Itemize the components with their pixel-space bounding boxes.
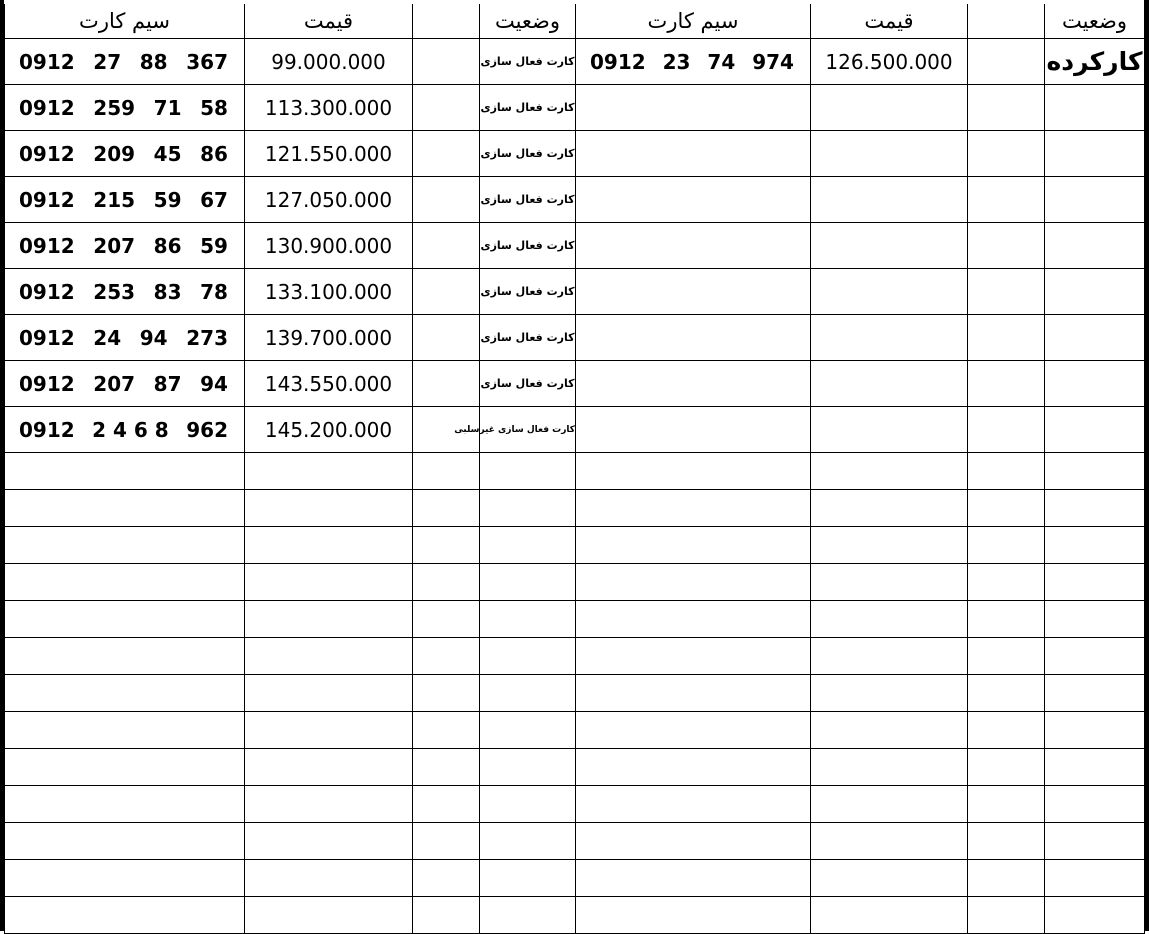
right-price-cell (811, 85, 968, 131)
empty-cell (413, 490, 480, 527)
sim-number-part: 24 (93, 325, 122, 350)
right-condition-cell (1045, 361, 1145, 407)
empty-cell (5, 823, 245, 860)
empty-cell (1045, 823, 1145, 860)
table-row (5, 269, 1145, 315)
empty-cell (968, 860, 1045, 897)
empty-cell (5, 490, 245, 527)
table-row (5, 131, 1145, 177)
status-cell: کارت فعال سازی (480, 223, 576, 269)
table-row (5, 39, 1145, 85)
blank-cell (413, 39, 480, 85)
header-blank-left (413, 4, 480, 39)
blank-cell (413, 177, 480, 223)
empty-cell (576, 786, 811, 823)
right-sim-number-cell (576, 315, 811, 361)
empty-cell (480, 712, 576, 749)
header-row (5, 4, 1145, 39)
empty-cell (413, 564, 480, 601)
empty-cell (480, 638, 576, 675)
header-sim-card-right: سیم کارت (576, 4, 811, 39)
empty-cell (5, 897, 245, 934)
sim-number-cell (5, 315, 245, 361)
empty-cell (5, 712, 245, 749)
empty-cell (5, 860, 245, 897)
empty-cell (245, 490, 413, 527)
table-row (5, 361, 1145, 407)
empty-cell (480, 453, 576, 490)
price-cell: 133.100.000 (245, 269, 413, 315)
empty-cell (245, 749, 413, 786)
empty-cell (1045, 638, 1145, 675)
empty-cell (1045, 749, 1145, 786)
empty-cell (811, 564, 968, 601)
empty-cell (413, 897, 480, 934)
sim-number-part: 67 (200, 187, 228, 212)
empty-cell (576, 638, 811, 675)
price-cell: 143.550.000 (245, 361, 413, 407)
empty-row (5, 453, 1145, 490)
sim-number-part: 367 (186, 49, 228, 74)
status-cell: کارت فعال سازی غیرسلبی (480, 407, 576, 453)
empty-cell (811, 749, 968, 786)
right-sim-number-cell (576, 361, 811, 407)
status-cell: کارت فعال سازی (480, 269, 576, 315)
sim-number-part: 0912 (590, 49, 646, 74)
empty-row (5, 823, 1145, 860)
sim-number-part: 94 (139, 325, 168, 350)
sim-number-part: 273 (186, 325, 228, 350)
right-price-cell (811, 407, 968, 453)
empty-cell (413, 860, 480, 897)
empty-cell (1045, 786, 1145, 823)
header-sim-card-left: سیم کارت (5, 4, 245, 39)
empty-row (5, 675, 1145, 712)
empty-cell (413, 749, 480, 786)
right-price-cell (811, 315, 968, 361)
empty-cell (1045, 564, 1145, 601)
empty-cell (413, 712, 480, 749)
empty-cell (245, 527, 413, 564)
empty-cell (811, 638, 968, 675)
empty-cell (480, 564, 576, 601)
empty-cell (968, 675, 1045, 712)
sim-number-part: 259 (93, 95, 136, 120)
empty-cell (968, 527, 1045, 564)
empty-cell (413, 453, 480, 490)
empty-row (5, 712, 1145, 749)
blank-cell (413, 361, 480, 407)
empty-cell (5, 453, 245, 490)
price-cell: 145.200.000 (245, 407, 413, 453)
empty-cell (1045, 675, 1145, 712)
right-price-cell (811, 131, 968, 177)
empty-cell (1045, 490, 1145, 527)
sim-number-cell (5, 177, 245, 223)
sim-number-part: 59 (153, 187, 182, 212)
right-sim-number-cell (576, 223, 811, 269)
sim-number-part: 0912 (19, 141, 75, 166)
right-condition-cell (1045, 223, 1145, 269)
right-blank-cell (968, 85, 1045, 131)
empty-row (5, 601, 1145, 638)
sim-number-part: 88 (139, 49, 168, 74)
status-cell: کارت فعال سازی (480, 361, 576, 407)
empty-cell (968, 823, 1045, 860)
empty-cell (811, 490, 968, 527)
empty-cell (968, 490, 1045, 527)
blank-cell (413, 315, 480, 361)
empty-cell (576, 490, 811, 527)
empty-cell (811, 675, 968, 712)
empty-cell (811, 823, 968, 860)
empty-cell (968, 786, 1045, 823)
right-price-cell (811, 223, 968, 269)
empty-cell (480, 897, 576, 934)
empty-cell (245, 675, 413, 712)
sim-number-part: 0912 (19, 49, 75, 74)
empty-cell (968, 897, 1045, 934)
header-status-right: وضعیت (1045, 4, 1145, 39)
right-price-cell (811, 361, 968, 407)
empty-cell (811, 712, 968, 749)
empty-cell (1045, 601, 1145, 638)
empty-cell (968, 453, 1045, 490)
header-price-right: قیمت (811, 4, 968, 39)
price-table (4, 4, 1145, 934)
empty-cell (480, 786, 576, 823)
price-cell: 130.900.000 (245, 223, 413, 269)
right-sim-number-cell (576, 407, 811, 453)
table-row (5, 223, 1145, 269)
sim-number-part: 0912 (19, 279, 75, 304)
empty-cell (245, 897, 413, 934)
sim-number-part: 207 (93, 371, 136, 396)
right-price-cell (811, 269, 968, 315)
empty-cell (413, 527, 480, 564)
sim-number-part: 58 (200, 95, 228, 120)
table-row (5, 177, 1145, 223)
table-row (5, 85, 1145, 131)
sim-number-part: 0912 (19, 95, 75, 120)
right-blank-cell (968, 269, 1045, 315)
empty-cell (1045, 897, 1145, 934)
price-cell: 127.050.000 (245, 177, 413, 223)
empty-cell (968, 601, 1045, 638)
empty-cell (413, 638, 480, 675)
status-cell: کارت فعال سازی (480, 131, 576, 177)
sim-number-cell (5, 407, 245, 453)
empty-row (5, 897, 1145, 934)
empty-cell (413, 786, 480, 823)
empty-cell (576, 712, 811, 749)
empty-cell (811, 897, 968, 934)
empty-cell (811, 601, 968, 638)
sim-number-part: 0912 (19, 417, 75, 442)
empty-cell (480, 490, 576, 527)
right-condition-cell (1045, 269, 1145, 315)
sim-number-part: 87 (153, 371, 182, 396)
sim-number-part: 209 (93, 141, 136, 166)
right-sim-number-cell (576, 131, 811, 177)
empty-cell (245, 786, 413, 823)
empty-cell (576, 601, 811, 638)
empty-cell (5, 564, 245, 601)
sim-number-cell (5, 361, 245, 407)
right-sim-number-cell (576, 269, 811, 315)
right-condition-cell: کارکرده (1045, 39, 1145, 85)
sim-number-part: 86 (200, 141, 228, 166)
sim-number-part: 0912 (19, 233, 75, 258)
right-blank-cell (968, 361, 1045, 407)
header-price-left: قیمت (245, 4, 413, 39)
empty-cell (968, 564, 1045, 601)
sim-number-part: 83 (153, 279, 182, 304)
sim-number-part: 23 (662, 49, 691, 74)
empty-cell (576, 823, 811, 860)
price-cell: 99.000.000 (245, 39, 413, 85)
blank-cell (413, 131, 480, 177)
empty-row (5, 786, 1145, 823)
empty-cell (5, 638, 245, 675)
empty-cell (1045, 712, 1145, 749)
sim-number-part: 253 (93, 279, 136, 304)
empty-cell (5, 786, 245, 823)
empty-cell (245, 712, 413, 749)
empty-cell (576, 860, 811, 897)
empty-row (5, 749, 1145, 786)
sim-number-part: 0912 (19, 371, 75, 396)
sim-number-part: 59 (200, 233, 228, 258)
sim-number-part: 94 (200, 371, 228, 396)
empty-cell (968, 638, 1045, 675)
empty-cell (968, 712, 1045, 749)
right-condition-cell (1045, 85, 1145, 131)
empty-cell (576, 897, 811, 934)
empty-cell (811, 527, 968, 564)
empty-cell (480, 860, 576, 897)
right-blank-cell (968, 315, 1045, 361)
empty-cell (245, 564, 413, 601)
right-blank-cell (968, 407, 1045, 453)
header-status-left: وضعیت (480, 4, 576, 39)
empty-cell (576, 527, 811, 564)
empty-cell (1045, 860, 1145, 897)
right-condition-cell (1045, 407, 1145, 453)
empty-cell (5, 601, 245, 638)
empty-cell (5, 675, 245, 712)
empty-cell (245, 860, 413, 897)
empty-cell (576, 749, 811, 786)
sim-number-part: 27 (93, 49, 122, 74)
empty-cell (811, 860, 968, 897)
blank-cell (413, 223, 480, 269)
header-blank-right (968, 4, 1045, 39)
right-blank-cell (968, 177, 1045, 223)
empty-cell (413, 601, 480, 638)
empty-cell (413, 823, 480, 860)
sim-number-part: 86 (153, 233, 182, 258)
right-sim-number-cell (576, 85, 811, 131)
sim-number-part: 71 (153, 95, 182, 120)
empty-cell (968, 749, 1045, 786)
empty-cell (1045, 527, 1145, 564)
status-cell: کارت فعال سازی (480, 85, 576, 131)
empty-cell (413, 675, 480, 712)
empty-cell (480, 601, 576, 638)
sim-number-part: 215 (93, 187, 136, 212)
right-price-cell (811, 177, 968, 223)
empty-cell (245, 823, 413, 860)
status-cell: کارت فعال سازی (480, 315, 576, 361)
sim-number-part: 207 (93, 233, 136, 258)
status-cell: کارت فعال سازی (480, 177, 576, 223)
right-sim-number-cell (576, 39, 811, 85)
right-price-cell: 126.500.000 (811, 39, 968, 85)
sim-number-part: 74 (707, 49, 736, 74)
empty-cell (576, 675, 811, 712)
empty-cell (811, 453, 968, 490)
sim-number-part: 974 (752, 49, 794, 74)
status-cell: کارت فعال سازی (480, 39, 576, 85)
sim-number-part: 0912 (19, 187, 75, 212)
sim-number-part: 78 (200, 279, 228, 304)
empty-cell (811, 786, 968, 823)
empty-cell (5, 749, 245, 786)
sim-number-cell (5, 131, 245, 177)
sim-number-cell (5, 85, 245, 131)
price-cell: 121.550.000 (245, 131, 413, 177)
price-cell: 139.700.000 (245, 315, 413, 361)
sim-number-cell (5, 39, 245, 85)
empty-row (5, 564, 1145, 601)
empty-cell (480, 823, 576, 860)
empty-cell (5, 527, 245, 564)
table-row (5, 315, 1145, 361)
empty-cell (480, 675, 576, 712)
sim-number-part: 2 4 6 8 (92, 417, 169, 442)
sim-number-part: 962 (186, 417, 228, 442)
sim-number-part: 0912 (19, 325, 75, 350)
right-blank-cell (968, 223, 1045, 269)
right-sim-number-cell (576, 177, 811, 223)
blank-cell (413, 269, 480, 315)
empty-cell (245, 638, 413, 675)
empty-row (5, 527, 1145, 564)
empty-cell (480, 749, 576, 786)
right-condition-cell (1045, 315, 1145, 361)
blank-cell (413, 85, 480, 131)
empty-cell (1045, 453, 1145, 490)
price-cell: 113.300.000 (245, 85, 413, 131)
empty-cell (576, 453, 811, 490)
sim-number-cell (5, 269, 245, 315)
empty-cell (245, 453, 413, 490)
empty-cell (480, 527, 576, 564)
sim-number-part: 45 (153, 141, 182, 166)
right-blank-cell (968, 131, 1045, 177)
empty-row (5, 490, 1145, 527)
empty-row (5, 638, 1145, 675)
right-blank-cell (968, 39, 1045, 85)
right-condition-cell (1045, 177, 1145, 223)
right-condition-cell (1045, 131, 1145, 177)
empty-cell (245, 601, 413, 638)
table-row (5, 407, 1145, 453)
sim-number-cell (5, 223, 245, 269)
empty-row (5, 860, 1145, 897)
empty-cell (576, 564, 811, 601)
